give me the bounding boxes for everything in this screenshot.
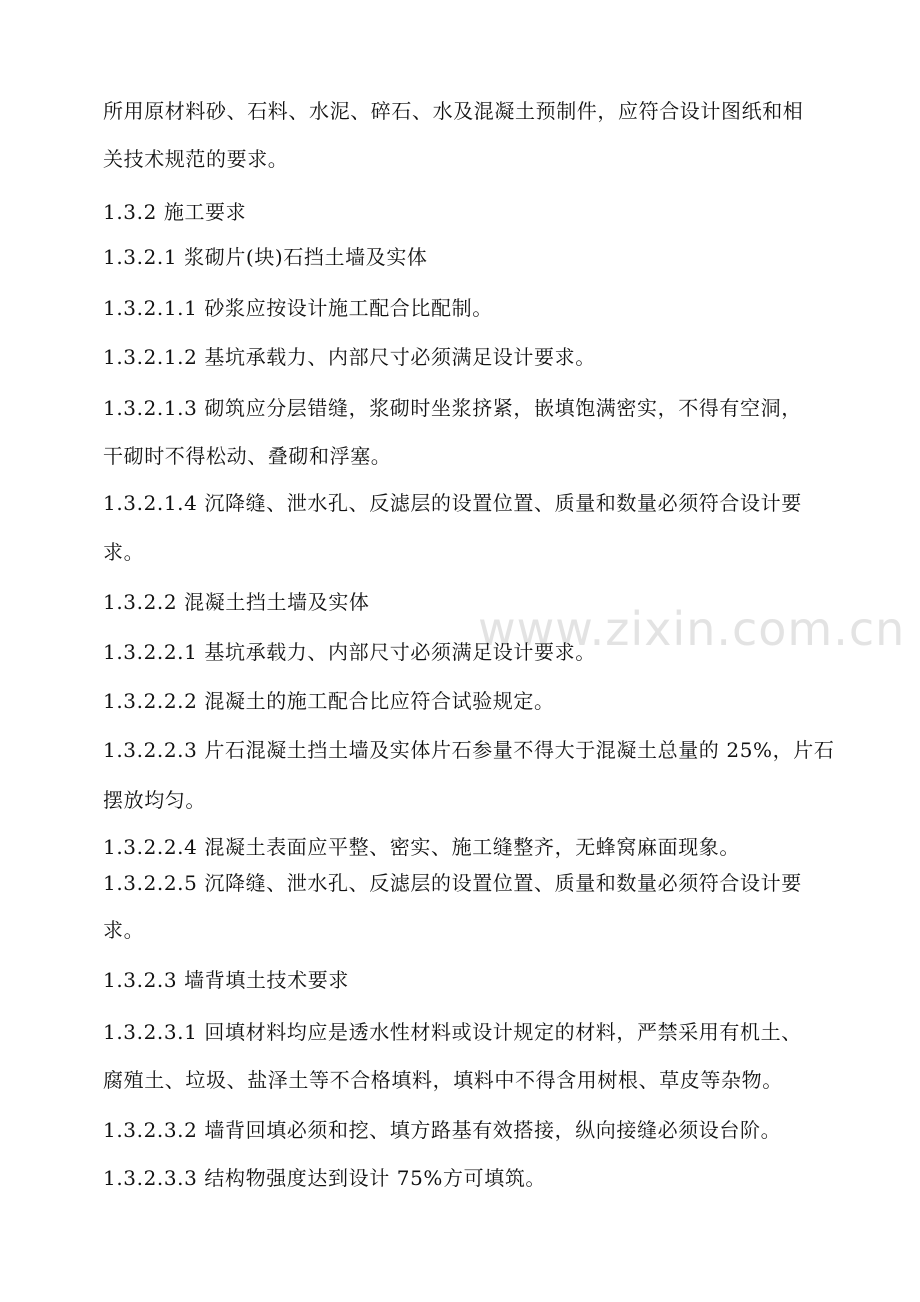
text-line: 1.3.2.1.2 基坑承载力、内部尺寸必须满足设计要求。 (103, 345, 596, 369)
text-line: 1.3.2.1.1 砂浆应按设计施工配合比配制。 (103, 296, 493, 320)
text-line: 所用原材料砂、石料、水泥、碎石、水及混凝土预制件，应符合设计图纸和相 (103, 99, 804, 123)
section-heading: 1.3.2 施工要求 (103, 200, 247, 224)
watermark: www.zixin.com.cn (478, 602, 906, 656)
text-line: 1.3.2.2.4 混凝土表面应平整、密实、施工缝整齐，无蜂窝麻面现象。 (103, 835, 741, 859)
text-line: 1.3.2.1.3 砌筑应分层错缝，浆砌时坐浆挤紧，嵌填饱满密实，不得有空洞， (103, 396, 802, 420)
text-line: 1.3.2.2.3 片石混凝土挡土墙及实体片石参量不得大于混凝土总量的 25%，片石 (103, 738, 835, 762)
text-line: 求。 (103, 540, 145, 564)
text-line: 求。 (103, 918, 145, 942)
text-line: 干砌时不得松动、叠砌和浮塞。 (103, 444, 392, 468)
section-heading: 1.3.2.3 墙背填土技术要求 (103, 968, 349, 992)
section-heading: 1.3.2.1 浆砌片(块)石挡土墙及实体 (103, 245, 428, 269)
text-line: 摆放均匀。 (103, 788, 206, 812)
text-line: 腐殖土、垃圾、盐泽土等不合格填料，填料中不得含用树根、草皮等杂物。 (103, 1068, 783, 1092)
section-heading: 1.3.2.2 混凝土挡土墙及实体 (103, 590, 370, 614)
text-line: 1.3.2.3.3 结构物强度达到设计 75%方可填筑。 (103, 1166, 547, 1190)
text-line: 关技术规范的要求。 (103, 147, 289, 171)
text-line: 1.3.2.3.1 回填材料均应是透水性材料或设计规定的材料，严禁采用有机土、 (103, 1020, 802, 1044)
text-line: 1.3.2.3.2 墙背回填必须和挖、填方路基有效搭接，纵向接缝必须设台阶。 (103, 1118, 782, 1142)
text-line: 1.3.2.2.2 混凝土的施工配合比应符合试验规定。 (103, 689, 555, 713)
text-line: 1.3.2.1.4 沉降缝、泄水孔、反滤层的设置位置、质量和数量必须符合设计要 (103, 491, 802, 515)
text-line: 1.3.2.2.1 基坑承载力、内部尺寸必须满足设计要求。 (103, 640, 596, 664)
text-line: 1.3.2.2.5 沉降缝、泄水孔、反滤层的设置位置、质量和数量必须符合设计要 (103, 871, 802, 895)
